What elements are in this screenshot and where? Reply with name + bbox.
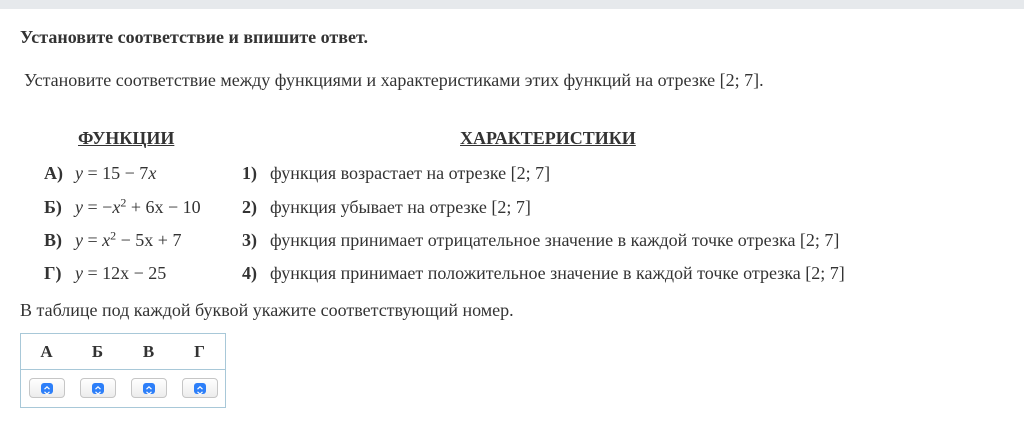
- characteristics-column-header: ХАРАКТЕРИСТИКИ: [460, 128, 636, 148]
- stepper-icon: [41, 383, 53, 394]
- stepper-icon: [143, 383, 155, 394]
- stepper-icon: [194, 383, 206, 394]
- function-formula: $y = -x^2 + 6x - 10$: [75, 195, 201, 217]
- characteristic-number: 3): [242, 230, 257, 250]
- function-letter: Б): [44, 197, 62, 217]
- stepper-icon: [92, 383, 104, 394]
- answer-select-v[interactable]: [131, 378, 167, 398]
- task-statement: Установите соответствие между функциями и характеристиками этих функций на отрезке [2; 7].: [24, 70, 764, 90]
- function-formula: y = 12x − 25: [75, 263, 167, 283]
- answer-select-g[interactable]: [182, 378, 218, 398]
- function-formula: $y = x^2 - 5x + 7$: [75, 228, 182, 250]
- characteristic-number: 4): [242, 263, 257, 283]
- answer-header-b: Б: [91, 342, 104, 361]
- answer-header-a: А: [40, 342, 53, 361]
- characteristic-number: 1): [242, 163, 257, 183]
- task-heading: Установите соответствие и впишите ответ.: [20, 27, 368, 47]
- characteristic-text: функция принимает отрицательное значение в каждой точке отрезка [2; 7]: [270, 230, 840, 250]
- answer-select-a[interactable]: [29, 378, 65, 398]
- function-letter: В): [44, 230, 62, 250]
- characteristic-text: функция убывает на отрезке [2; 7]: [270, 197, 531, 217]
- answer-table: [20, 333, 226, 408]
- characteristic-text: функция возрастает на отрезке [2; 7]: [270, 163, 551, 183]
- characteristic-text: функция принимает положительное значение в каждой точке отрезка [2; 7]: [270, 263, 845, 283]
- functions-column-header: ФУНКЦИИ: [78, 128, 175, 148]
- answer-select-b[interactable]: [80, 378, 116, 398]
- function-letter: Г): [44, 263, 62, 283]
- function-letter: А): [44, 163, 63, 183]
- top-bar: [0, 0, 1024, 9]
- instruction-text: В таблице под каждой буквой укажите соответствующий номер.: [20, 300, 514, 320]
- answer-header-g: Г: [194, 342, 205, 361]
- characteristic-number: 2): [242, 197, 257, 217]
- function-formula: y = 15 − 7x: [75, 163, 157, 183]
- table-divider: [21, 369, 225, 370]
- answer-header-v: В: [142, 342, 155, 361]
